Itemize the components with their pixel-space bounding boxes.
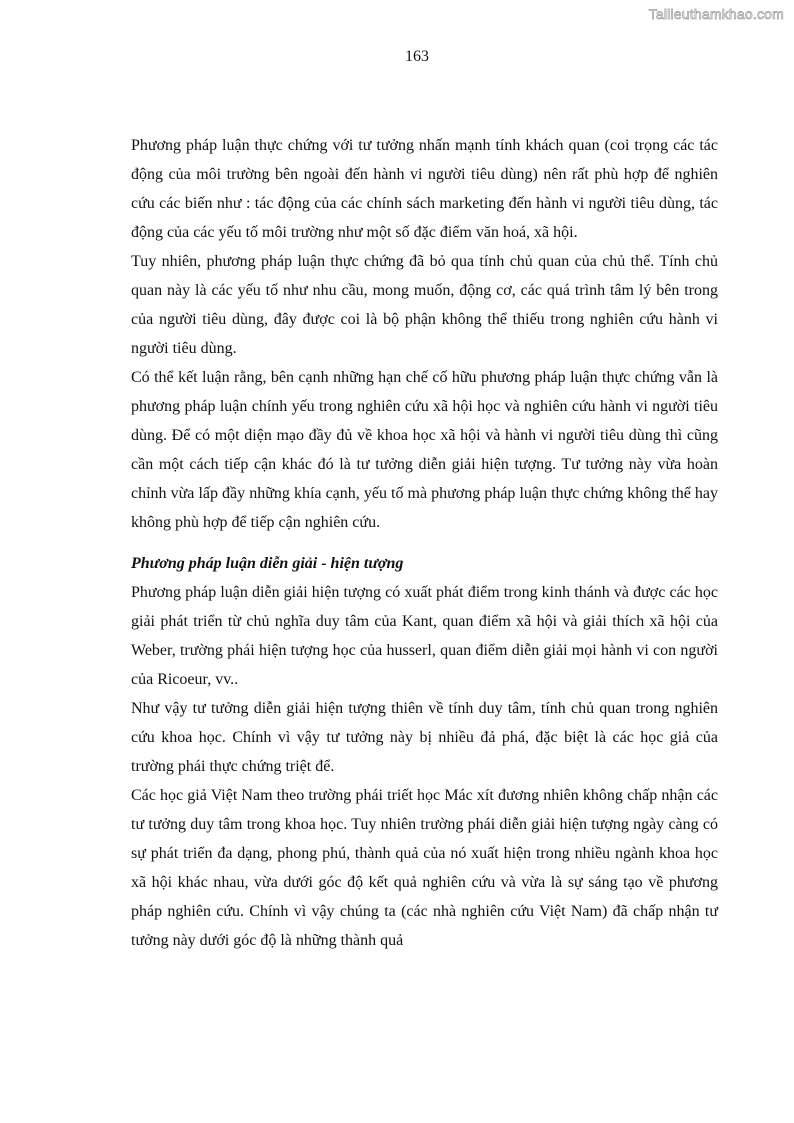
- paragraph-5: Như vậy tư tưởng diễn giải hiện tượng thiên về tính duy tâm, tính chủ quan trong nghiên cứu khoa học. Chính vì vậy tư tưởng này bị nhiều đả phá, đặc biệt là các học giả của trường phái thực chứng triệt để.: [131, 700, 718, 775]
- paragraph-1: Phương pháp luận thực chứng với tư tưởng nhấn mạnh tính khách quan (coi trọng các tác động của môi trường bên ngoài đến hành vi người tiêu dùng) nên rất phù hợp để nghiên cứu các biến như : tác động của các chính sách marketing đến hành vi người tiêu dùng, tác động của các yếu tố môi trường như một số đặc điểm văn hoá, xã hội.: [131, 137, 718, 241]
- page-number: 163: [405, 48, 429, 65]
- paragraph-6: Các học giả Việt Nam theo trường phái triết học Mác xít đương nhiên không chấp nhận các tư tưởng duy tâm trong khoa học. Tuy nhiên trường phái diễn giải hiện tượng ngày càng có sự phát triển đa dạng, phong phú, thành quả của nó xuất hiện trong nhiều ngành khoa học xã hội khác nhau, vừa dưới góc độ kết quả nghiên cứu và vừa là sự sáng tạo về phương pháp nghiên cứu. Chính vì vậy chúng ta (các nhà nghiên cứu Việt Nam) đã chấp nhận tư tưởng này dưới góc độ là những thành quả: [131, 787, 718, 949]
- paragraph-2: Tuy nhiên, phương pháp luận thực chứng đã bỏ qua tính chủ quan của chủ thể. Tính chủ quan này là các yếu tố như nhu cầu, mong muốn, động cơ, các quá trình tâm lý bên trong của người tiêu dùng, đây được coi là bộ phận không thể thiếu trong nghiên cứu hành vi người tiêu dùng.: [131, 253, 718, 357]
- site-watermark: Tailieuthamkhao.com: [648, 6, 784, 22]
- document-body: [131, 131, 718, 955]
- paragraph-4: Phương pháp luận diễn giải hiện tượng có xuất phát điểm trong kinh thánh và được các học giải phát triển từ chủ nghĩa duy tâm của Kant, quan điểm xã hội và giải thích xã hội của Weber, trường phái hiện tượng học của husserl, quan điểm diễn giải mọi hành vi con người của Ricoeur, vv..: [131, 584, 718, 688]
- paragraph-3: Có thể kết luận rằng, bên cạnh những hạn chế cố hữu phương pháp luận thực chứng vẫn là phương pháp luận chính yếu trong nghiên cứu xã hội học và nghiên cứu hành vi người tiêu dùng. Để có một diện mạo đầy đủ về khoa học xã hội và hành vi người tiêu dùng thì cũng cần một cách tiếp cận khác đó là tư tưởng diễn giải hiện tượng. Tư tưởng này vừa hoàn chỉnh vừa lấp đầy những khía cạnh, yếu tố mà phương pháp luận thực chứng không thể hay không phù hợp để tiếp cận nghiên cứu.: [131, 369, 718, 531]
- section-heading: Phương pháp luận diễn giải - hiện tượng: [131, 555, 404, 572]
